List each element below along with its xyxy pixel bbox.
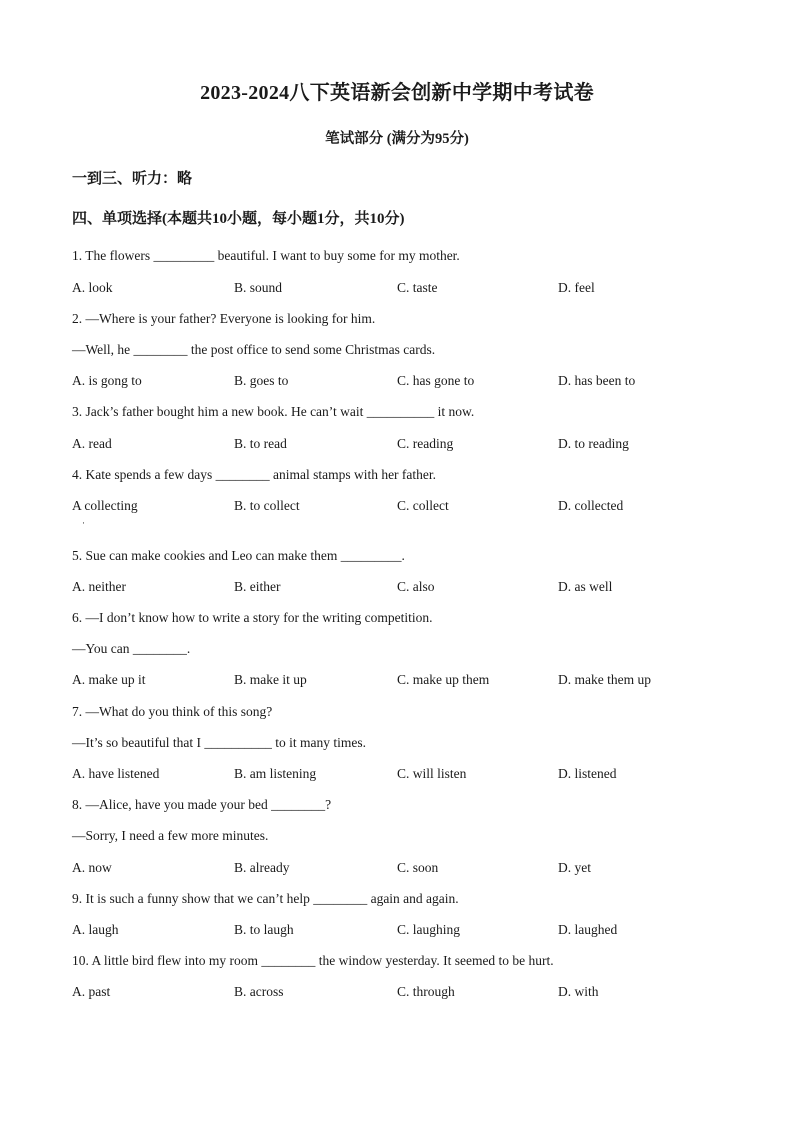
question-3-option-a: A. read: [72, 436, 112, 451]
section-choice-heading: 四、单项选择(本题共10小题，每小题1分，共10分): [72, 211, 405, 227]
question-1-option-c: C. taste: [397, 280, 438, 295]
question-6-option-c: C. make up them: [397, 672, 490, 687]
question-7-option-d: D. listened: [558, 766, 617, 781]
question-9-line-1: 9. It is such a funny show that we can’t help ________ again and again.: [72, 891, 459, 906]
question-1-option-b: B. sound: [234, 280, 283, 295]
question-9-option-c: C. laughing: [397, 922, 460, 937]
section-listening-heading: 一到三、听力：略: [72, 171, 193, 187]
question-1-option-a: A. look: [72, 280, 113, 295]
question-4-option-c: C. collect: [397, 498, 449, 513]
question-2-option-d: D. has been to: [558, 373, 636, 388]
question-10-option-d: D. with: [558, 984, 599, 999]
question-5-option-a: A. neither: [72, 579, 126, 594]
question-2-option-a: A. is gong to: [72, 373, 142, 388]
question-4-option-d: D. collected: [558, 498, 624, 513]
question-2-line-2: —Well, he ________ the post office to send some Christmas cards.: [72, 342, 436, 357]
page-title: 2023-2024八下英语新会创新中学期中考试卷: [200, 82, 594, 104]
question-1-option-d: D. feel: [558, 280, 595, 295]
question-8-option-d: D. yet: [558, 860, 591, 875]
question-5-line-1: 5. Sue can make cookies and Leo can make them _________.: [72, 548, 405, 563]
question-5-option-d: D. as well: [558, 579, 613, 594]
question-9-option-b: B. to laugh: [234, 922, 294, 937]
question-2-line-1: 2. —Where is your father? Everyone is looking for him.: [72, 311, 376, 326]
question-10-option-a: A. past: [72, 984, 111, 999]
question-6-line-1: 6. —I don’t know how to write a story for the writing competition.: [72, 610, 433, 625]
question-8-option-a: A. now: [72, 860, 112, 875]
question-5-option-c: C. also: [397, 579, 435, 594]
question-10-option-c: C. through: [397, 984, 455, 999]
question-3-line-1: 3. Jack’s father bought him a new book. He can’t wait __________ it now.: [72, 404, 475, 419]
question-6-line-2: —You can ________.: [72, 641, 191, 656]
question-8-line-2: —Sorry, I need a few more minutes.: [72, 828, 269, 843]
question-9-option-a: A. laugh: [72, 922, 119, 937]
question-4-option-b: B. to collect: [234, 498, 300, 513]
question-6-option-d: D. make them up: [558, 672, 651, 687]
question-7-line-1: 7. —What do you think of this song?: [72, 704, 273, 719]
question-2-option-c: C. has gone to: [397, 373, 475, 388]
question-9-option-d: D. laughed: [558, 922, 618, 937]
question-6-option-a: A. make up it: [72, 672, 146, 687]
question-2-option-b: B. goes to: [234, 373, 289, 388]
question-7-line-2: —It’s so beautiful that I __________ to it many times.: [72, 735, 366, 750]
question-7-option-b: B. am listening: [234, 766, 317, 781]
question-10-line-1: 10. A little bird flew into my room ________ the window yesterday. It seemed to be hurt.: [72, 953, 554, 968]
page-subtitle: 笔试部分 (满分为95分): [325, 131, 469, 147]
question-10-option-b: B. across: [234, 984, 284, 999]
question-4-line-1: 4. Kate spends a few days ________ animal stamps with her father.: [72, 467, 437, 482]
question-8-option-c: C. soon: [397, 860, 439, 875]
question-6-option-b: B. make it up: [234, 672, 307, 687]
question-8-line-1: 8. —Alice, have you made your bed ________?: [72, 797, 332, 812]
stray-dot: ·: [82, 518, 85, 528]
question-3-option-c: C. reading: [397, 436, 454, 451]
question-7-option-c: C. will listen: [397, 766, 467, 781]
question-1-line-1: 1. The flowers _________ beautiful. I want to buy some for my mother.: [72, 248, 460, 263]
question-3-option-b: B. to read: [234, 436, 287, 451]
question-5-option-b: B. either: [234, 579, 281, 594]
question-8-option-b: B. already: [234, 860, 290, 875]
question-7-option-a: A. have listened: [72, 766, 160, 781]
question-3-option-d: D. to reading: [558, 436, 629, 451]
question-4-option-a: A collecting: [72, 498, 138, 513]
